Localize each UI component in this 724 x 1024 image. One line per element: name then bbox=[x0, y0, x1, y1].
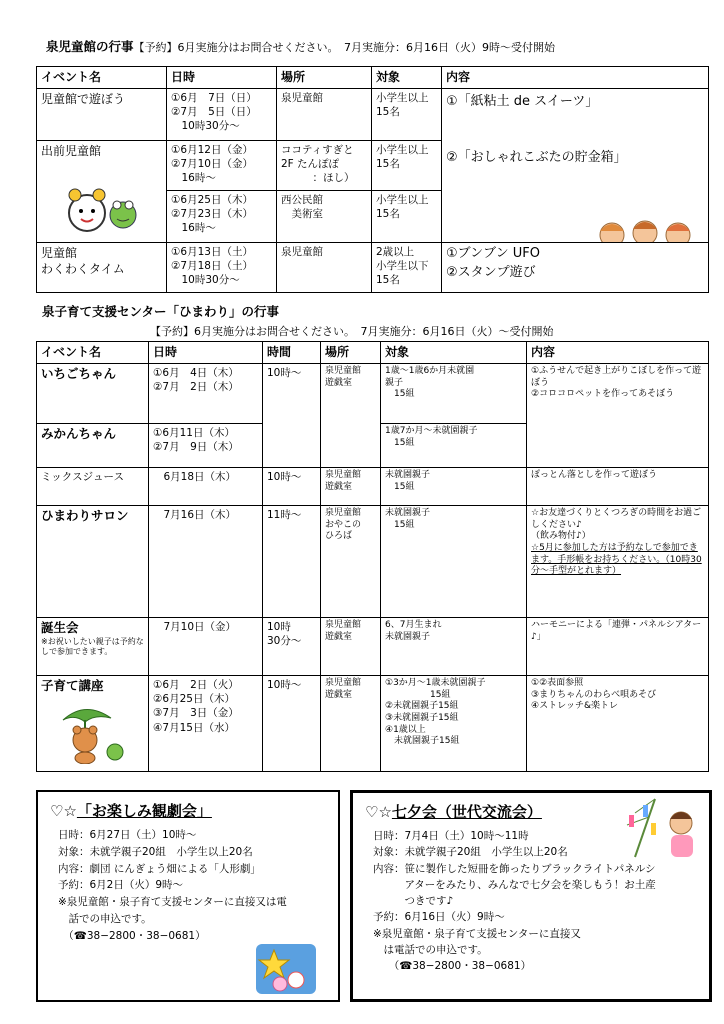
event-time: 10時 30分〜 bbox=[263, 618, 321, 676]
content-clay-sweets: ①「紙粘土 de スイーツ」 bbox=[446, 94, 599, 109]
table-row bbox=[37, 89, 709, 141]
event-name: ミックスジュース bbox=[37, 468, 149, 506]
event-place: 泉児童館 遊戯室 bbox=[321, 364, 381, 468]
event-target: 小学生以上 15名 bbox=[372, 191, 442, 243]
tanabata-illustration bbox=[615, 795, 705, 859]
support-center-events-table bbox=[36, 341, 709, 772]
event-name-cell bbox=[37, 676, 149, 772]
title-prefix: ♡☆ bbox=[50, 802, 77, 820]
event-name: 誕生会 bbox=[41, 620, 79, 635]
event-target: 1歳〜1歳6か月未就園 親子 15組 bbox=[381, 364, 527, 424]
event-name: 児童館 わくわくタイム bbox=[37, 243, 167, 293]
event-name: ひまわりサロン bbox=[37, 506, 149, 618]
theater-event-title bbox=[50, 800, 326, 821]
event-datetime: ①6月13日（土） ②7月18日（土） 10時30分〜 bbox=[167, 243, 277, 293]
table-row bbox=[37, 243, 709, 293]
content-piggy-bank: ②「おしゃれこぶたの貯金箱」 bbox=[446, 149, 627, 165]
event-datetime: ①6月12日（金） ②7月10日（金） 16時〜 bbox=[167, 141, 277, 191]
event-content-cell bbox=[527, 506, 709, 618]
event-place: 泉児童館 bbox=[277, 243, 372, 293]
event-place: ココティすぎと 2F たんぽぽ ：ほし） bbox=[277, 141, 372, 191]
event-content: ぽっとん落としを作って遊ぼう bbox=[527, 468, 709, 506]
event-time: 11時〜 bbox=[263, 506, 321, 618]
tanabata-event-box bbox=[350, 790, 712, 1002]
event-name: みかんちゃん bbox=[37, 424, 149, 468]
event-datetime: 7月10日（金） bbox=[149, 618, 263, 676]
theater-event-details: 日時：6月27日（土）10時〜 対象：未就学親子20組 小学生以上20名 内容：劇団 にんぎょう畑による「人形劇」 予約：6月2日（火）9時〜 ※泉児童館・泉子育て支援センターに直接又は電 話での申込です。 （☎38−2800・38−0681） bbox=[58, 829, 287, 942]
title-prefix: ♡☆ bbox=[365, 803, 392, 821]
header-event: イベント名 bbox=[37, 67, 167, 89]
children-hall-events-table bbox=[36, 66, 709, 293]
event-target: 1歳7か月〜未就園親子 15組 bbox=[381, 424, 527, 468]
section1-note: 【予約】6月実施分はお問合せください。 7月実施分：6月16日（火）9時〜受付開始 bbox=[133, 41, 556, 54]
theater-event-box bbox=[36, 790, 340, 1002]
tanabata-event-details: 日時：7月4日（土）10時〜11時 対象：未就学親子20組 小学生以上20名 内容：笹に製作した短冊を飾ったりブラックライトパネルシ アターをみたり、みんなで七夕会を楽しもう！お土産 つきです♪ 予約：6月16日（火）9時〜 ※泉児童館・泉子育て支援センターに直接又 は電話での申込です。 （☎38−2800・38−0681） bbox=[373, 830, 656, 973]
bear-and-frog-illustration bbox=[55, 702, 135, 764]
star-characters-illustration bbox=[256, 944, 316, 994]
event-place: 西公民館 美術室 bbox=[277, 191, 372, 243]
event-content: ①ふうせんで起き上がりこぼしを作って遊ぼう ②コロコロペットを作ってあそぼう bbox=[527, 364, 709, 468]
event-place: 泉児童館 おやこの ひろば bbox=[321, 506, 381, 618]
event-name: 出前児童館 bbox=[41, 144, 102, 158]
event-name: 児童館で遊ぼう bbox=[37, 89, 167, 141]
event-content-crafts bbox=[442, 89, 709, 243]
event-time: 10時〜 bbox=[263, 364, 321, 468]
event-place: 泉児童館 遊戯室 bbox=[321, 468, 381, 506]
event-datetime: ①6月25日（木） ②7月23日（木） 16時〜 bbox=[167, 191, 277, 243]
event-target: 未就園親子 15組 bbox=[381, 468, 527, 506]
event-content-note: ☆5月に参加した方は予約なしで参加できます。手形帳をお持ちください。（10時30分〜手型がとれます） bbox=[531, 543, 702, 577]
event-datetime: ①6月 2日（火） ②6月25日（木） ③7月 3日（金） ④7月15日（水） bbox=[149, 676, 263, 772]
event-target: 小学生以上 15名 bbox=[372, 89, 442, 141]
event-name: 子育て講座 bbox=[41, 678, 104, 693]
section2-note: 【予約】6月実施分はお問合せください。 7月実施分：6月16日（火）〜受付開始 bbox=[150, 325, 554, 338]
header-place: 場所 bbox=[321, 342, 381, 364]
table-row bbox=[37, 506, 709, 618]
event-time: 10時〜 bbox=[263, 468, 321, 506]
header-content: 内容 bbox=[527, 342, 709, 364]
header-target: 対象 bbox=[372, 67, 442, 89]
header-datetime: 日時 bbox=[149, 342, 263, 364]
event-name-cell bbox=[37, 141, 167, 243]
event-content: ☆お友達づくりとくつろぎの時間をお過ごしください♪ （飲み物付♪） bbox=[531, 508, 702, 542]
table-row bbox=[37, 468, 709, 506]
header-event: イベント名 bbox=[37, 342, 149, 364]
event-target: 小学生以上 15名 bbox=[372, 141, 442, 191]
children-crafting-illustration bbox=[590, 215, 705, 243]
event-target: ①3か月〜1歳未就園親子 15組 ②未就園親子15組 ③未就園親子15組 ④1歳以上 未就園親子15組 bbox=[381, 676, 527, 772]
clock-and-frog-illustration bbox=[63, 187, 143, 237]
event-content: ①ブンブン UFO ②スタンプ遊び bbox=[442, 243, 709, 293]
header-datetime: 日時 bbox=[167, 67, 277, 89]
event-datetime: 7月16日（木） bbox=[149, 506, 263, 618]
table-row bbox=[37, 618, 709, 676]
table-row bbox=[37, 676, 709, 772]
event-name: いちごちゃん bbox=[37, 364, 149, 424]
event-target: 6、7月生まれ 未就園親子 bbox=[381, 618, 527, 676]
section2-title: 泉子育て支援センター「ひまわり」の行事 bbox=[42, 304, 280, 319]
header-place: 場所 bbox=[277, 67, 372, 89]
header-target: 対象 bbox=[381, 342, 527, 364]
event-place: 泉児童館 遊戯室 bbox=[321, 618, 381, 676]
title-text: 七夕会（世代交流会） bbox=[391, 803, 542, 821]
event-content: ①②表面参照 ③まりちゃんのわらべ唄あそび ④ストレッチ&楽トレ bbox=[527, 676, 709, 772]
header-content: 内容 bbox=[442, 67, 709, 89]
event-datetime: 6月18日（木） bbox=[149, 468, 263, 506]
event-target: 未就園親子 15組 bbox=[381, 506, 527, 618]
event-name-cell bbox=[37, 618, 149, 676]
header-time: 時間 bbox=[263, 342, 321, 364]
event-datetime: ①6月11日（木） ②7月 9日（木） bbox=[149, 424, 263, 468]
event-content: ハーモニーによる「連弾・パネルシアター♪」 bbox=[527, 618, 709, 676]
event-datetime: ①6月 7日（日） ②7月 5日（日） 10時30分〜 bbox=[167, 89, 277, 141]
event-place: 泉児童館 bbox=[277, 89, 372, 141]
title-text: 「お楽しみ観劇会」 bbox=[76, 802, 212, 820]
section1-title: 泉児童館の行事 bbox=[46, 39, 134, 54]
event-time: 10時〜 bbox=[263, 676, 321, 772]
event-target: 2歳以上 小学生以下 15名 bbox=[372, 243, 442, 293]
table-row bbox=[37, 364, 709, 424]
event-place: 泉児童館 遊戯室 bbox=[321, 676, 381, 772]
event-datetime: ①6月 4日（木） ②7月 2日（木） bbox=[149, 364, 263, 424]
event-name-note: ※お祝いしたい親子は予約なしで参加できます。 bbox=[41, 636, 144, 657]
section1-heading bbox=[46, 37, 555, 55]
